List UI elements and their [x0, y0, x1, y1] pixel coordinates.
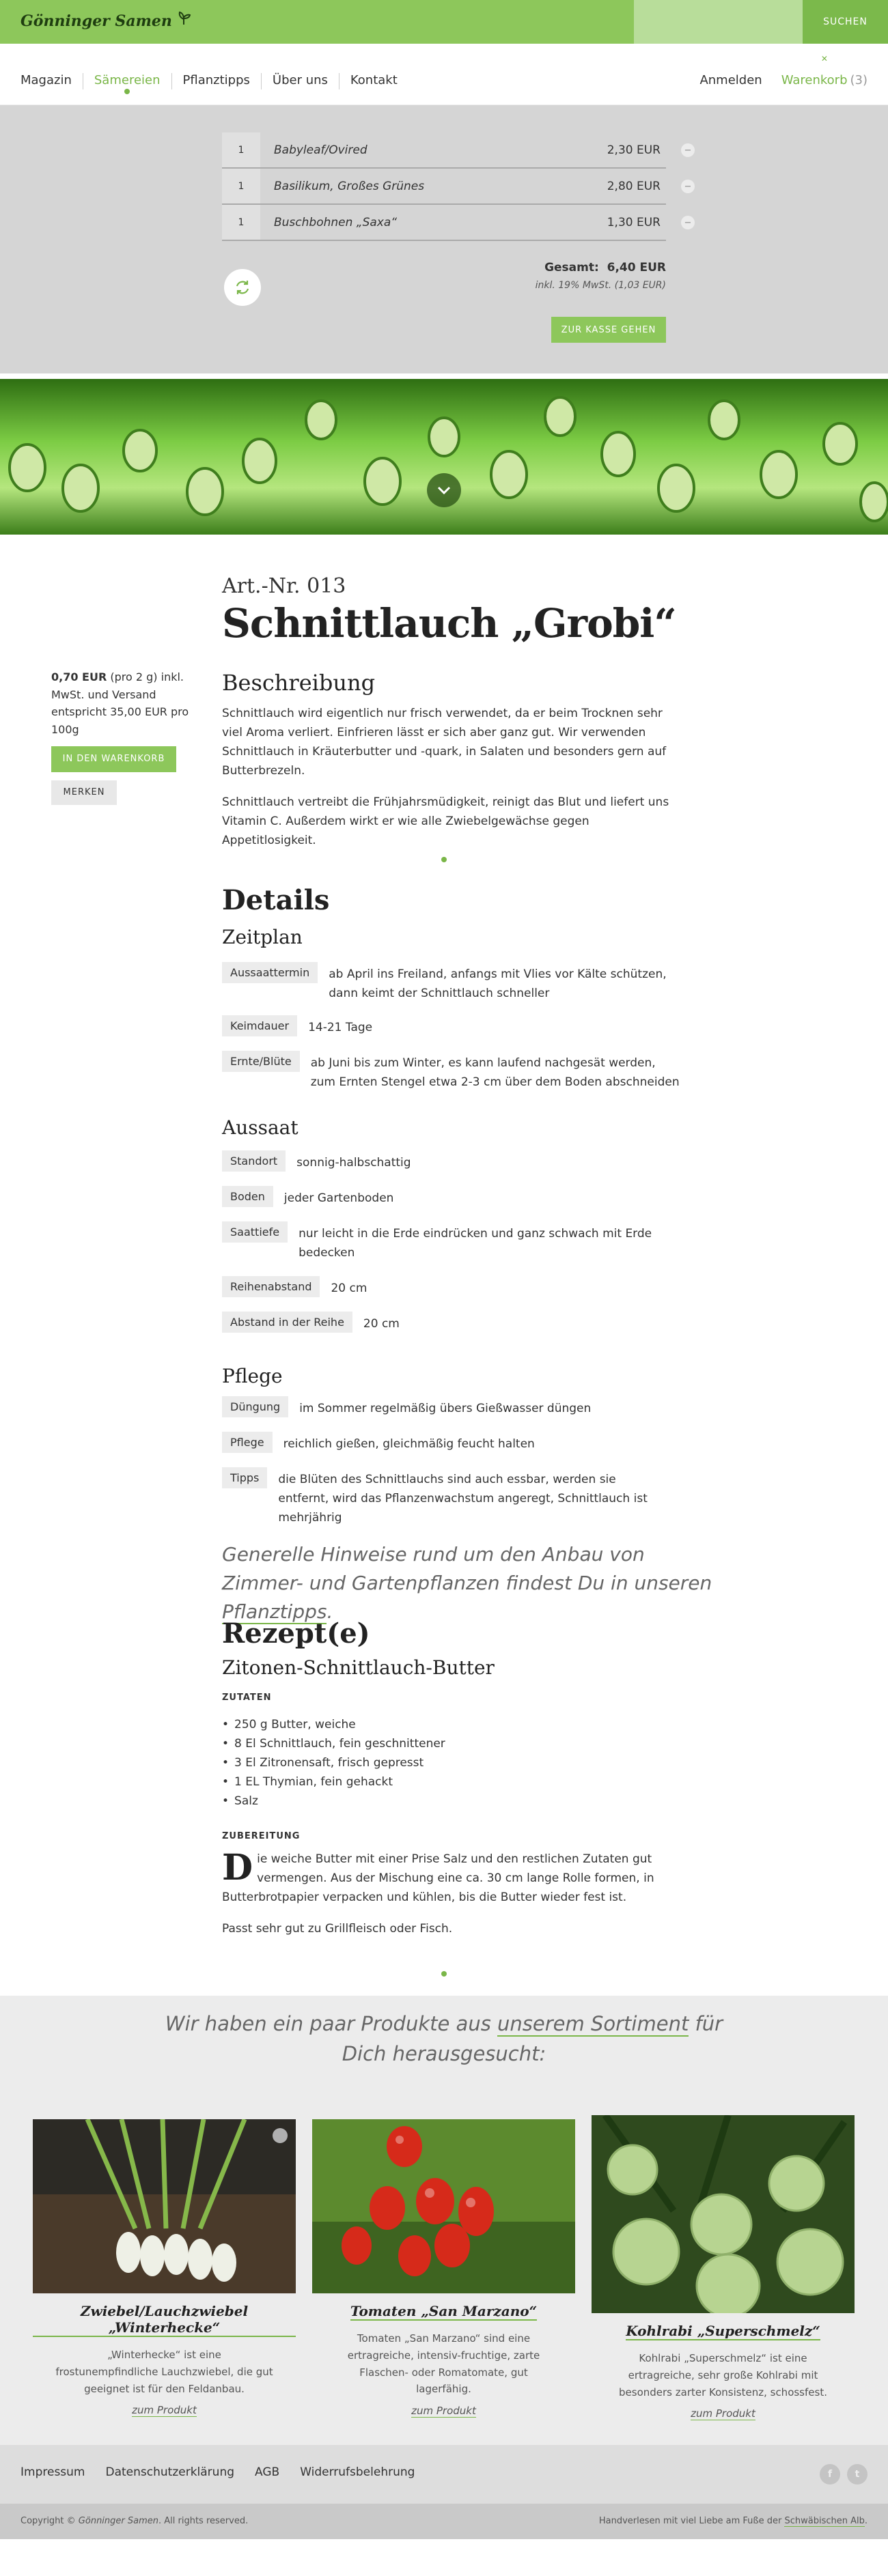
product-teaser: „Winterhecke“ ist eine frostunempfindliche Lauchzwiebel, die gut geeignet ist für den Feldanbau.	[55, 2349, 273, 2395]
copyright	[20, 2516, 248, 2526]
spec-value: reichlich gießen, gleichmäßig feucht halten	[283, 1437, 535, 1451]
copyright-brand: Gönninger Samen	[78, 2516, 158, 2526]
recipe-heading: Rezept(e)	[222, 1617, 370, 1650]
aussaat-heading-wrap	[222, 1116, 673, 1139]
product-title[interactable]: Tomaten „San Marzano“	[350, 2303, 538, 2319]
aussaat-heading: Aussaat	[222, 1116, 299, 1139]
cart-row	[222, 205, 692, 241]
description	[222, 670, 673, 850]
footer-link-datenschutz[interactable]: Datenschutzerklärung	[105, 2465, 235, 2479]
remove-icon[interactable]: −	[681, 143, 695, 157]
preparation-text	[222, 1847, 673, 1907]
product-link[interactable]: zum Produkt	[132, 2404, 197, 2417]
product-image[interactable]	[312, 2119, 575, 2293]
total-label: Gesamt:	[544, 261, 599, 274]
ingredients-label: ZUTATEN	[222, 1693, 272, 1703]
remember-button[interactable]: MERKEN	[51, 780, 117, 805]
quantity-field[interactable]: 1	[222, 205, 260, 240]
product-card[interactable]	[33, 2119, 296, 2417]
top-bar	[0, 0, 888, 44]
spec-label: Boden	[222, 1186, 273, 1207]
main-nav	[0, 44, 888, 105]
dropcap: D	[222, 1847, 253, 1889]
list-item: • Salz	[222, 1792, 673, 1811]
nav-item-ueber-uns[interactable]: Über uns	[272, 73, 328, 87]
spec-row	[222, 1276, 367, 1298]
spec-row	[222, 1051, 680, 1092]
spec-label: Reihenabstand	[222, 1276, 320, 1297]
reco-title-copy: für Dich herausgesucht:	[342, 2012, 723, 2065]
hint-text	[222, 1540, 714, 1626]
spec-value: 20 cm	[331, 1282, 367, 1295]
cart-item-price: 2,80 EUR	[607, 179, 661, 193]
details	[222, 884, 673, 948]
remove-icon[interactable]: −	[681, 180, 695, 193]
recipe-title: Zitonen-Schnittlauch-Butter	[222, 1656, 495, 1679]
active-indicator	[124, 89, 130, 94]
spec-row	[222, 1015, 372, 1037]
spec-value: die Blüten des Schnittlauchs sind auch essbar, werden sie entfernt, wird das Pflanzenwachstum angeregt, Schnittlauch ist mehrjährig	[278, 1473, 648, 1525]
product-link[interactable]: zum Produkt	[691, 2407, 755, 2420]
cart-item-price: 2,30 EUR	[607, 143, 661, 157]
chives-image	[0, 379, 888, 535]
pflege-heading: Pflege	[222, 1365, 283, 1387]
product-card[interactable]	[592, 2115, 855, 2420]
list-item: • 1 EL Thymian, fein gehackt	[222, 1772, 673, 1792]
schwaebische-alb-link[interactable]: Schwäbischen Alb	[784, 2516, 865, 2526]
copyright-prefix: Copyright ©	[20, 2516, 79, 2526]
footer-link-impressum[interactable]: Impressum	[20, 2465, 85, 2479]
cart-item-name[interactable]: Babyleaf/Ovired	[274, 143, 367, 157]
footer-link-agb[interactable]: AGB	[255, 2465, 280, 2479]
spec-label: Abstand in der Reihe	[222, 1312, 352, 1333]
copyright-bar	[0, 2504, 888, 2539]
product-section	[0, 535, 888, 1996]
pflege-heading-wrap	[222, 1365, 673, 1387]
page-title: Schnittlauch „Grobi“	[222, 600, 676, 647]
spec-value: ab April ins Freiland, anfangs mit Vlies vor Kälte schützen, dann keimt der Schnittlauch schneller	[329, 967, 667, 1001]
cart-row	[222, 169, 692, 205]
spec-row	[222, 1396, 591, 1418]
price-info	[51, 668, 202, 738]
logo-text: Gönninger Samen	[20, 12, 172, 30]
close-icon[interactable]: ✕	[820, 54, 828, 63]
recommendations	[0, 1996, 888, 2445]
spec-label: Ernte/Blüte	[222, 1051, 300, 1072]
search-button[interactable]: SUCHEN	[803, 0, 888, 44]
product-teaser: Tomaten „San Marzano“ sind eine ertragreiche, intensiv-fruchtige, zarte Flaschen- oder Romatomate, gut lagerfähig.	[347, 2332, 540, 2396]
made-with-copy: Handverlesen mit viel Liebe am Fuße der	[598, 2516, 785, 2526]
spec-row	[222, 1432, 535, 1454]
sortiment-link[interactable]: unserem Sortiment	[497, 2012, 689, 2035]
product-image[interactable]	[592, 2115, 855, 2313]
footer	[0, 2445, 888, 2504]
hint-copy: Generelle Hinweise rund um den Anbau von Zimmer- und Gartenpflanzen findest Du in unseren	[222, 1543, 712, 1594]
spec-row	[222, 1312, 400, 1333]
login-link[interactable]: Anmelden	[699, 73, 762, 87]
ingredients-list	[222, 1715, 673, 1811]
nav-item-magazin[interactable]: Magazin	[20, 73, 72, 87]
checkout-button[interactable]: ZUR KASSE GEHEN	[551, 317, 666, 343]
preparation-label: ZUBEREITUNG	[222, 1831, 301, 1842]
section-divider	[441, 1971, 447, 1977]
product-title[interactable]: Kohlrabi „Superschmelz“	[626, 2323, 820, 2339]
list-item: • 8 El Schnittlauch, fein geschnittener	[222, 1734, 673, 1753]
cart-total	[536, 261, 666, 291]
spec-value: 14-21 Tage	[308, 1021, 373, 1034]
description-heading: Beschreibung	[222, 670, 376, 696]
reco-title-copy: Wir haben ein paar Produkte aus	[165, 2012, 498, 2035]
sprout-icon	[176, 11, 191, 30]
recipe	[222, 1617, 673, 1938]
cart-item-name[interactable]: Basilikum, Großes Grünes	[274, 179, 425, 193]
spec-row	[222, 1150, 411, 1172]
spec-row	[222, 1467, 661, 1527]
spec-row	[222, 1221, 667, 1262]
cart-label: Warenkorb	[781, 73, 848, 87]
nav-item-kontakt[interactable]: Kontakt	[350, 73, 398, 87]
product-image[interactable]	[33, 2119, 296, 2293]
list-item: • 3 El Zitronensaft, frisch gepresst	[222, 1753, 673, 1772]
nav-item-pflanztipps[interactable]: Pflanztipps	[182, 73, 250, 87]
spec-label: Pflege	[222, 1432, 273, 1453]
description-text: Schnittlauch vertreibt die Frühjahrsmüdigkeit, reinigt das Blut und liefert uns Vitamin C. Außerdem wirkt er wie alle Zwiebelgewächse gegen Appetitlosigkeit.	[222, 795, 669, 848]
footer-link-widerruf[interactable]: Widerrufsbelehrung	[300, 2465, 415, 2479]
spec-label: Tipps	[222, 1467, 267, 1488]
product-title[interactable]: Zwiebel/Lauchzwiebel „Winterhecke“	[33, 2303, 296, 2337]
product-teaser: Kohlrabi „Superschmelz“ ist eine ertragreiche, sehr große Kohlrabi mit besonders zarter Konsistenz, schossfest.	[619, 2352, 827, 2398]
hero-image	[0, 379, 888, 535]
spec-value: 20 cm	[363, 1317, 400, 1331]
spec-label: Saattiefe	[222, 1221, 288, 1243]
product-card[interactable]	[312, 2119, 575, 2418]
hint-end: .	[327, 1600, 333, 1623]
nav-item-label: Sämereien	[94, 73, 161, 87]
twitter-icon[interactable]: t	[847, 2464, 868, 2485]
spec-value: ab Juni bis zum Winter, es kann laufend nachgesät werden, zum Ernten Stengel etwa 2-3 cm über dem Boden abschneiden	[310, 1056, 680, 1090]
refresh-icon[interactable]	[224, 269, 261, 306]
logo[interactable]	[20, 11, 191, 30]
pflanztipps-link[interactable]: Pflanztipps	[222, 1600, 327, 1623]
cart-row	[222, 132, 692, 169]
made-with-end: .	[864, 2516, 868, 2526]
spec-label: Standort	[222, 1150, 286, 1172]
zeitplan-heading: Zeitplan	[222, 926, 303, 948]
copyright-suffix: . All rights reserved.	[158, 2516, 249, 2526]
details-heading: Details	[222, 884, 330, 916]
quantity-field[interactable]: 1	[222, 132, 260, 167]
remove-icon[interactable]: −	[681, 216, 695, 229]
product-link[interactable]: zum Produkt	[411, 2405, 476, 2417]
facebook-icon[interactable]: f	[820, 2464, 840, 2485]
quantity-field[interactable]: 1	[222, 169, 260, 203]
cart-panel	[0, 105, 888, 373]
article-number: Art.-Nr. 013	[222, 574, 346, 598]
spec-row	[222, 1186, 393, 1208]
spec-label: Düngung	[222, 1396, 288, 1417]
add-to-cart-button[interactable]: IN DEN WARENKORB	[51, 746, 176, 772]
search-input[interactable]	[634, 0, 803, 44]
recommendations-title	[164, 2009, 724, 2069]
description-text: Schnittlauch wird eigentlich nur frisch verwendet, da er beim Trocknen sehr viel Aroma verliert. Einfrieren lässt er sich aber ganz gut. Wir verwenden Schnittlauch in Kräuterbutter und -quark, in Salaten und besonders gern auf Butterbrezeln.	[222, 707, 667, 778]
list-item: • 250 g Butter, weiche	[222, 1715, 673, 1734]
scroll-down-icon[interactable]	[427, 473, 461, 507]
nav-item-saemereien[interactable]	[83, 44, 171, 105]
spec-label: Aussaattermin	[222, 962, 318, 983]
spec-value: sonnig-halbschattig	[296, 1156, 411, 1170]
price-details: (pro 2 g) inkl. MwSt. und Versand entspricht 35,00 EUR pro 100g	[51, 670, 189, 736]
vat-info: inkl. 19% MwSt. (1,03 EUR)	[535, 280, 666, 291]
preparation-text: Passt sehr gut zu Grillfleisch oder Fisch.	[222, 1922, 453, 1936]
cart-count: (3)	[850, 73, 868, 87]
spec-label: Keimdauer	[222, 1015, 297, 1036]
made-with-love	[599, 2516, 868, 2526]
spec-value: im Sommer regelmäßig übers Gießwasser düngen	[299, 1402, 592, 1415]
total-value: 6,40 EUR	[607, 261, 666, 274]
price: 0,70 EUR	[51, 670, 107, 683]
section-divider	[441, 857, 447, 862]
spec-value: nur leicht in die Erde eindrücken und ganz schwach mit Erde bedecken	[299, 1227, 652, 1260]
cart-item-name[interactable]: Buschbohnen „Saxa“	[274, 215, 398, 229]
spec-row	[222, 962, 670, 1003]
spec-value: jeder Gartenboden	[283, 1191, 394, 1205]
cart-item-price: 1,30 EUR	[607, 215, 661, 229]
buy-box	[51, 668, 202, 805]
cart-link[interactable]	[781, 44, 868, 105]
preparation-copy: ie weiche Butter mit einer Prise Salz und den restlichen Zutaten gut vermengen. Aus der Mischung eine ca. 30 cm lange Rolle formen, in Butterbrotpapier verpacken und kühlen, bis die Butter wieder fest ist.	[222, 1852, 654, 1905]
